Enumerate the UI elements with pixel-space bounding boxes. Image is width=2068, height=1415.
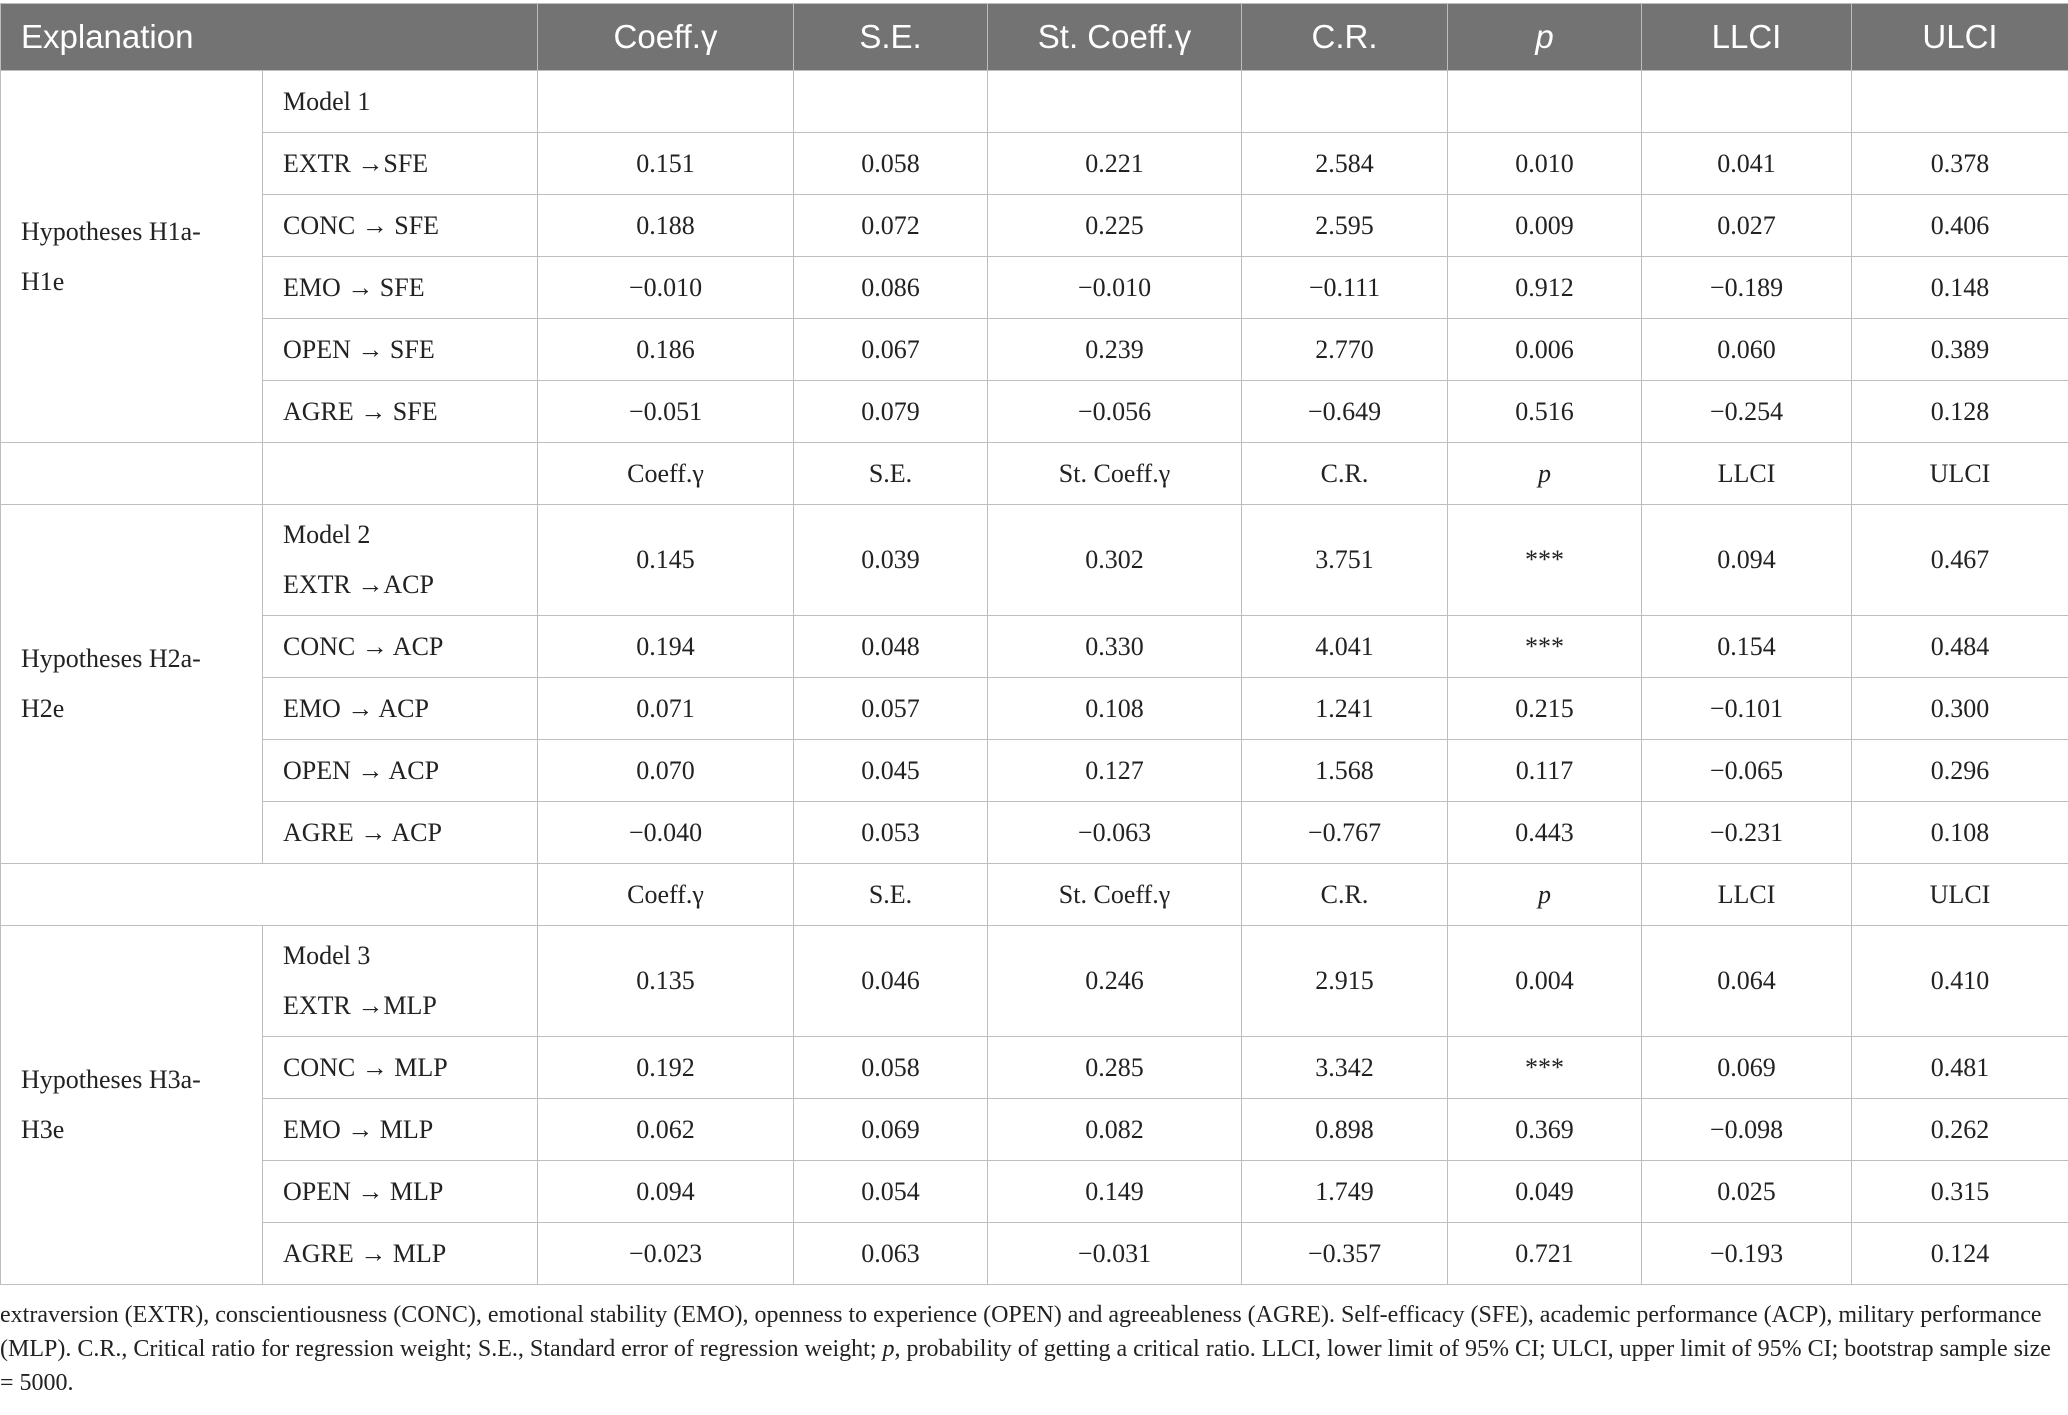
ulci-cell: 0.124	[1852, 1223, 2068, 1285]
cr-cell: −0.111	[1242, 257, 1448, 319]
se-cell: 0.086	[794, 257, 988, 319]
path-cell: EMO → ACP	[263, 678, 538, 740]
st-coeff-cell: 0.221	[988, 133, 1242, 195]
path-cell: AGRE → ACP	[263, 802, 538, 864]
table-row	[1, 740, 2068, 802]
group-label-h3: Hypotheses H3a- H3e	[1, 926, 263, 1285]
coeff-cell: 0.071	[538, 678, 794, 740]
subheader-row	[1, 864, 2068, 926]
table-row	[1, 257, 2068, 319]
llci-cell: −0.254	[1642, 381, 1852, 443]
coeff-cell: 0.062	[538, 1099, 794, 1161]
se-cell: 0.054	[794, 1161, 988, 1223]
path-cell: CONC → MLP	[263, 1037, 538, 1099]
p-cell: ***	[1448, 616, 1642, 678]
coeff-cell: 0.186	[538, 319, 794, 381]
path-cell: EXTR →SFE	[263, 133, 538, 195]
se-cell: 0.072	[794, 195, 988, 257]
table-row	[1, 133, 2068, 195]
path-cell: Model 3 EXTR →MLP	[263, 926, 538, 1037]
st-coeff-cell: 0.302	[988, 505, 1242, 616]
header-ulci: ULCI	[1852, 4, 2068, 71]
llci-cell: 0.060	[1642, 319, 1852, 381]
se-cell: 0.058	[794, 1037, 988, 1099]
ulci-cell: 0.148	[1852, 257, 2068, 319]
p-cell: ***	[1448, 1037, 1642, 1099]
se-cell: 0.067	[794, 319, 988, 381]
ulci-cell: 0.467	[1852, 505, 2068, 616]
path-cell: AGRE → SFE	[263, 381, 538, 443]
table-row	[1, 1223, 2068, 1285]
subheader-p: p	[1448, 443, 1642, 505]
subheader-row	[1, 443, 2068, 505]
p-cell: 0.049	[1448, 1161, 1642, 1223]
subheader-llci: LLCI	[1642, 864, 1852, 926]
ulci-cell: 0.315	[1852, 1161, 2068, 1223]
cr-cell: −0.357	[1242, 1223, 1448, 1285]
path-cell: CONC → ACP	[263, 616, 538, 678]
header-row	[1, 4, 2068, 71]
header-llci: LLCI	[1642, 4, 1852, 71]
ulci-cell: 0.406	[1852, 195, 2068, 257]
header-st-coeff: St. Coeff.γ	[988, 4, 1242, 71]
group-label-h2: Hypotheses H2a- H2e	[1, 505, 263, 864]
header-explanation: Explanation	[1, 4, 538, 71]
st-coeff-cell: 0.127	[988, 740, 1242, 802]
llci-cell: 0.027	[1642, 195, 1852, 257]
se-cell: 0.063	[794, 1223, 988, 1285]
llci-cell: 0.064	[1642, 926, 1852, 1037]
p-cell: 0.721	[1448, 1223, 1642, 1285]
llci-cell: −0.231	[1642, 802, 1852, 864]
results-table	[0, 3, 2068, 1285]
cr-cell: 4.041	[1242, 616, 1448, 678]
header-se: S.E.	[794, 4, 988, 71]
se-cell: 0.058	[794, 133, 988, 195]
table-row	[1, 1099, 2068, 1161]
table-row	[1, 195, 2068, 257]
coeff-cell: 0.094	[538, 1161, 794, 1223]
path-cell: OPEN → SFE	[263, 319, 538, 381]
st-coeff-cell: −0.063	[988, 802, 1242, 864]
cr-cell: 0.898	[1242, 1099, 1448, 1161]
subheader-se: S.E.	[794, 864, 988, 926]
model-label: Model 2	[283, 520, 371, 549]
model-label: Model 3	[283, 941, 371, 970]
ulci-cell: 0.481	[1852, 1037, 2068, 1099]
model-label: Model 1	[263, 71, 538, 133]
st-coeff-cell: 0.082	[988, 1099, 1242, 1161]
se-cell: 0.057	[794, 678, 988, 740]
llci-cell: −0.189	[1642, 257, 1852, 319]
p-cell: 0.004	[1448, 926, 1642, 1037]
table-row	[1, 802, 2068, 864]
coeff-cell: 0.145	[538, 505, 794, 616]
cr-cell: 2.595	[1242, 195, 1448, 257]
subheader-se: S.E.	[794, 443, 988, 505]
st-coeff-cell: −0.056	[988, 381, 1242, 443]
p-cell: 0.009	[1448, 195, 1642, 257]
st-coeff-cell: −0.031	[988, 1223, 1242, 1285]
st-coeff-cell: 0.225	[988, 195, 1242, 257]
path-cell: EMO → MLP	[263, 1099, 538, 1161]
model-1-row	[1, 71, 2068, 133]
group-label-h1: Hypotheses H1a- H1e	[1, 71, 263, 443]
coeff-cell: 0.151	[538, 133, 794, 195]
llci-cell: 0.025	[1642, 1161, 1852, 1223]
p-cell: 0.369	[1448, 1099, 1642, 1161]
path-cell: CONC → SFE	[263, 195, 538, 257]
se-cell: 0.053	[794, 802, 988, 864]
se-cell: 0.045	[794, 740, 988, 802]
subheader-cr: C.R.	[1242, 443, 1448, 505]
cr-cell: 3.342	[1242, 1037, 1448, 1099]
st-coeff-cell: 0.285	[988, 1037, 1242, 1099]
subheader-llci: LLCI	[1642, 443, 1852, 505]
coeff-cell: 0.194	[538, 616, 794, 678]
cr-cell: −0.649	[1242, 381, 1448, 443]
coeff-cell: −0.051	[538, 381, 794, 443]
llci-cell: −0.101	[1642, 678, 1852, 740]
cr-cell: 3.751	[1242, 505, 1448, 616]
table-row	[1, 319, 2068, 381]
header-coeff: Coeff.γ	[538, 4, 794, 71]
se-cell: 0.046	[794, 926, 988, 1037]
cr-cell: 2.915	[1242, 926, 1448, 1037]
path-cell: AGRE → MLP	[263, 1223, 538, 1285]
st-coeff-cell: −0.010	[988, 257, 1242, 319]
ulci-cell: 0.108	[1852, 802, 2068, 864]
llci-cell: 0.154	[1642, 616, 1852, 678]
ulci-cell: 0.389	[1852, 319, 2068, 381]
path-cell: EMO → SFE	[263, 257, 538, 319]
p-cell: 0.215	[1448, 678, 1642, 740]
ulci-cell: 0.300	[1852, 678, 2068, 740]
cr-cell: 1.749	[1242, 1161, 1448, 1223]
cr-cell: 1.568	[1242, 740, 1448, 802]
subheader-st-coeff: St. Coeff.γ	[988, 864, 1242, 926]
se-cell: 0.048	[794, 616, 988, 678]
llci-cell: −0.098	[1642, 1099, 1852, 1161]
subheader-coeff: Coeff.γ	[538, 443, 794, 505]
llci-cell: 0.069	[1642, 1037, 1852, 1099]
p-cell: 0.516	[1448, 381, 1642, 443]
coeff-cell: 0.188	[538, 195, 794, 257]
cr-cell: 2.584	[1242, 133, 1448, 195]
st-coeff-cell: 0.149	[988, 1161, 1242, 1223]
table-footnote: extraversion (EXTR), conscientiousness (CONC), emotional stability (EMO), openness to experience (OPEN) and agreeableness (AGRE). Self-efficacy (SFE), academic performance (ACP), military performance (MLP). C.R., Critical ratio for regression weight; S.E., Standard error of regression weight; p, probability of getting a critical ratio. LLCI, lower limit of 95% CI; ULCI, upper limit of 95% CI; bootstrap sample size = 5000.	[0, 1302, 2051, 1396]
llci-cell: 0.041	[1642, 133, 1852, 195]
coeff-cell: −0.023	[538, 1223, 794, 1285]
table-row	[1, 381, 2068, 443]
cr-cell: 2.770	[1242, 319, 1448, 381]
llci-cell: −0.193	[1642, 1223, 1852, 1285]
subheader-ulci: ULCI	[1852, 864, 2068, 926]
cr-cell: −0.767	[1242, 802, 1448, 864]
ulci-cell: 0.296	[1852, 740, 2068, 802]
table-row	[1, 616, 2068, 678]
p-cell: 0.010	[1448, 133, 1642, 195]
table-row	[1, 505, 2068, 616]
table-row	[1, 926, 2068, 1037]
coeff-cell: 0.070	[538, 740, 794, 802]
st-coeff-cell: 0.108	[988, 678, 1242, 740]
header-p: p	[1448, 4, 1642, 71]
table-row	[1, 678, 2068, 740]
coeff-cell: 0.135	[538, 926, 794, 1037]
cr-cell: 1.241	[1242, 678, 1448, 740]
p-cell: 0.912	[1448, 257, 1642, 319]
path-cell: OPEN → MLP	[263, 1161, 538, 1223]
header-cr: C.R.	[1242, 4, 1448, 71]
p-cell: 0.006	[1448, 319, 1642, 381]
st-coeff-cell: 0.246	[988, 926, 1242, 1037]
table-row	[1, 1037, 2068, 1099]
se-cell: 0.039	[794, 505, 988, 616]
st-coeff-cell: 0.239	[988, 319, 1242, 381]
coeff-cell: −0.010	[538, 257, 794, 319]
p-cell: 0.443	[1448, 802, 1642, 864]
subheader-p: p	[1448, 864, 1642, 926]
path-cell: OPEN → ACP	[263, 740, 538, 802]
ulci-cell: 0.484	[1852, 616, 2068, 678]
ulci-cell: 0.410	[1852, 926, 2068, 1037]
ulci-cell: 0.262	[1852, 1099, 2068, 1161]
coeff-cell: 0.192	[538, 1037, 794, 1099]
coeff-cell: −0.040	[538, 802, 794, 864]
se-cell: 0.079	[794, 381, 988, 443]
st-coeff-cell: 0.330	[988, 616, 1242, 678]
p-cell: ***	[1448, 505, 1642, 616]
ulci-cell: 0.128	[1852, 381, 2068, 443]
subheader-ulci: ULCI	[1852, 443, 2068, 505]
subheader-cr: C.R.	[1242, 864, 1448, 926]
se-cell: 0.069	[794, 1099, 988, 1161]
llci-cell: −0.065	[1642, 740, 1852, 802]
llci-cell: 0.094	[1642, 505, 1852, 616]
subheader-coeff: Coeff.γ	[538, 864, 794, 926]
p-cell: 0.117	[1448, 740, 1642, 802]
subheader-st-coeff: St. Coeff.γ	[988, 443, 1242, 505]
ulci-cell: 0.378	[1852, 133, 2068, 195]
path-cell: Model 2 EXTR →ACP	[263, 505, 538, 616]
table-row	[1, 1161, 2068, 1223]
